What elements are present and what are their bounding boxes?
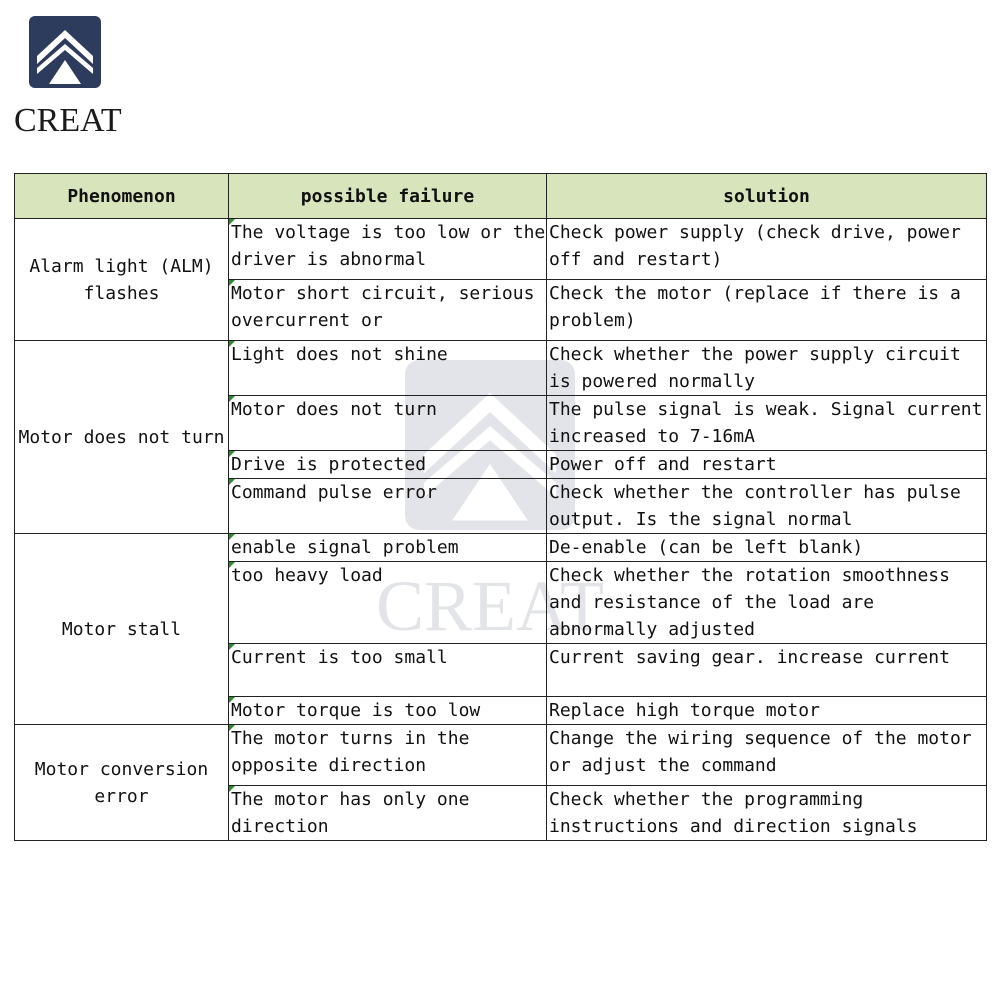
phenomenon-cell: Alarm light (ALM) flashes <box>15 219 229 341</box>
table-row <box>15 534 987 562</box>
troubleshooting-table <box>14 173 987 841</box>
solution-cell: Check whether the power supply circuit is powered normally <box>547 341 987 396</box>
solution-cell: Change the wiring sequence of the motor or adjust the command <box>547 725 987 786</box>
failure-cell: too heavy load <box>229 562 547 644</box>
failure-cell: Command pulse error <box>229 479 547 534</box>
solution-cell: De-enable (can be left blank) <box>547 534 987 562</box>
failure-cell: Light does not shine <box>229 341 547 396</box>
failure-cell: enable signal problem <box>229 534 547 562</box>
failure-cell: Motor short circuit, serious overcurrent or <box>229 280 547 341</box>
brand-logo <box>14 14 122 139</box>
brand-name: CREAT <box>14 102 122 139</box>
solution-cell: Power off and restart <box>547 451 987 479</box>
failure-cell: The voltage is too low or the driver is abnormal <box>229 219 547 280</box>
failure-cell: The motor has only one direction <box>229 786 547 841</box>
failure-cell: Current is too small <box>229 644 547 697</box>
solution-cell: Current saving gear. increase current <box>547 644 987 697</box>
header-possible-failure: possible failure <box>229 174 547 219</box>
failure-cell: Motor does not turn <box>229 396 547 451</box>
solution-cell: The pulse signal is weak. Signal current increased to 7-16mA <box>547 396 987 451</box>
solution-cell: Check whether the rotation smoothness and resistance of the load are abnormally adjusted <box>547 562 987 644</box>
solution-cell: Check whether the controller has pulse output. Is the signal normal <box>547 479 987 534</box>
solution-cell: Check the motor (replace if there is a problem) <box>547 280 987 341</box>
watermark-text: CREAT <box>375 566 605 646</box>
phenomenon-cell: Motor does not turn <box>15 341 229 534</box>
solution-cell: Check power supply (check drive, power off and restart) <box>547 219 987 280</box>
failure-cell: Motor torque is too low <box>229 697 547 725</box>
table-row <box>15 341 987 396</box>
header-phenomenon: Phenomenon <box>15 174 229 219</box>
table-row <box>15 725 987 786</box>
failure-cell: The motor turns in the opposite direction <box>229 725 547 786</box>
failure-cell: Drive is protected <box>229 451 547 479</box>
table-row <box>15 219 987 280</box>
header-solution: solution <box>547 174 987 219</box>
table-header-row <box>15 174 987 219</box>
phenomenon-cell: Motor conversion error <box>15 725 229 841</box>
phenomenon-cell: Motor stall <box>15 534 229 725</box>
creat-logo-icon <box>29 16 101 88</box>
solution-cell: Replace high torque motor <box>547 697 987 725</box>
solution-cell: Check whether the programming instructions and direction signals <box>547 786 987 841</box>
